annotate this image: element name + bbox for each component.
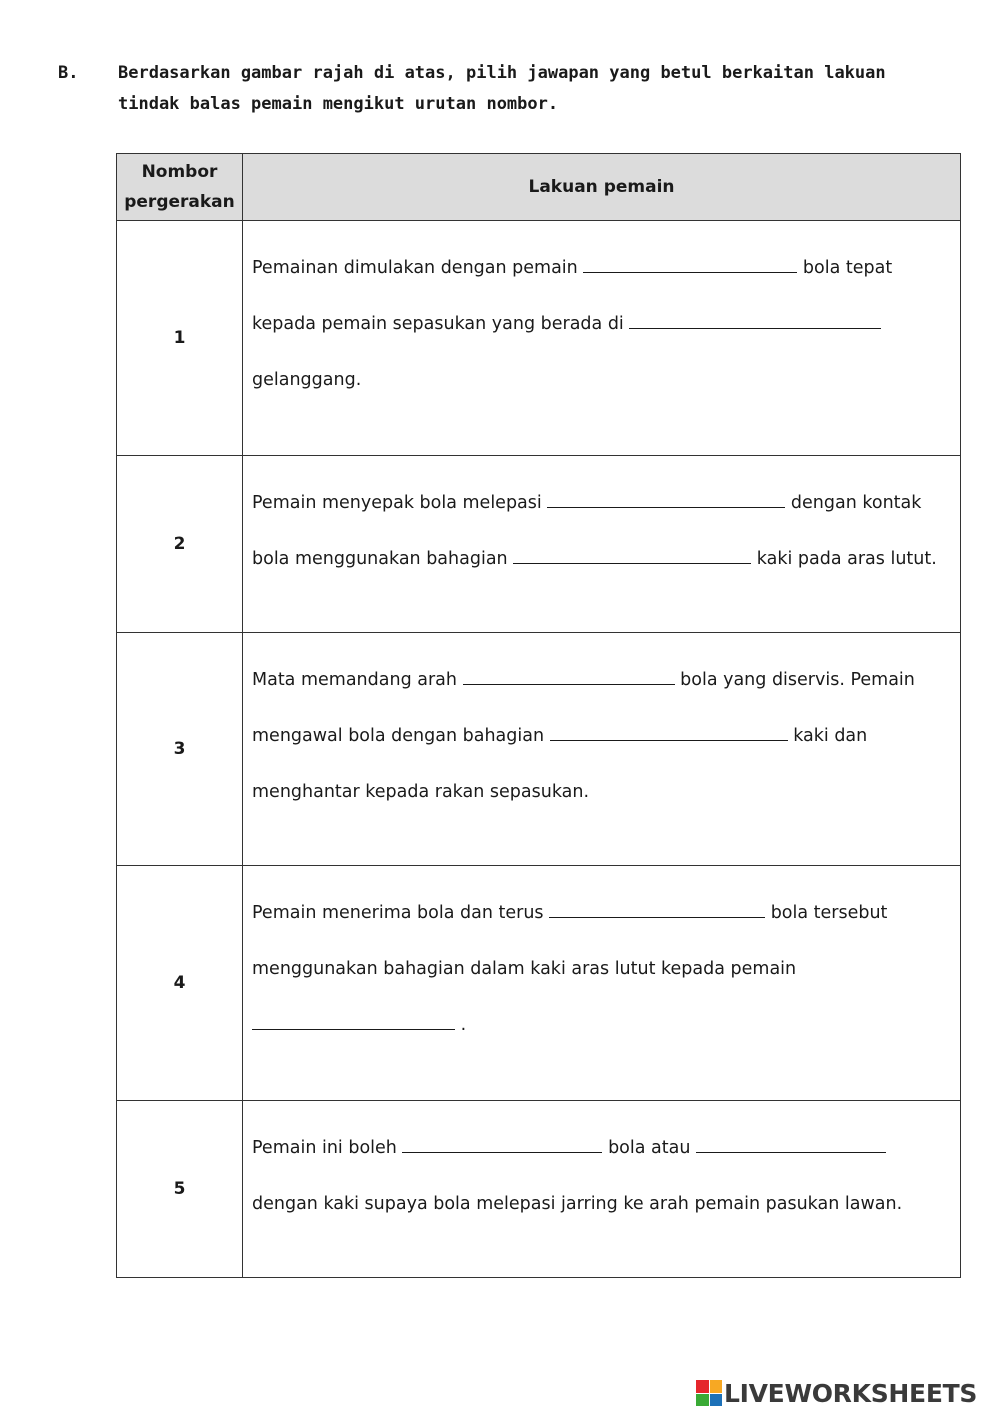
text-segment: Pemainan dimulakan dengan pemain — [252, 258, 578, 278]
text-line — [252, 240, 948, 296]
table-row — [117, 456, 961, 633]
text-line — [252, 885, 948, 941]
answer-blank[interactable] — [402, 1136, 602, 1153]
text-line: gelanggang. — [252, 370, 362, 390]
liveworksheets-logo[interactable] — [696, 1378, 977, 1408]
header-lakuan-pemain: Lakuan pemain — [243, 154, 961, 221]
answer-blank[interactable] — [252, 1013, 455, 1030]
logo-text: LIVEWORKSHEETS — [724, 1378, 978, 1408]
row-text — [243, 456, 961, 633]
question-label: B. — [58, 63, 79, 83]
row-text — [243, 866, 961, 1101]
text-segment: Pemain ini boleh — [252, 1138, 397, 1158]
text-segment: Pemain menerima bola dan terus — [252, 903, 544, 923]
row-number: 1 — [117, 221, 243, 456]
answer-blank[interactable] — [696, 1136, 886, 1153]
text-segment: bola tepat — [802, 258, 893, 278]
question-text: Berdasarkan gambar rajah di atas, pilih jawapan yang betul berkaitan lakuan tindak balas pemain mengikut urutan nombor. — [118, 63, 886, 114]
text-line — [252, 652, 948, 708]
text-segment: bola atau — [608, 1138, 691, 1158]
answer-blank[interactable] — [550, 724, 788, 741]
text-line: menggunakan bahagian dalam kaki aras lutut kepada pemain — [252, 959, 797, 979]
text-line — [252, 997, 948, 1053]
table-row — [117, 221, 961, 456]
row-text — [243, 633, 961, 866]
text-line — [252, 1120, 948, 1176]
text-segment: bola tersebut — [770, 903, 888, 923]
text-segment: mengawal bola dengan bahagian — [252, 726, 545, 746]
text-segment: Pemain menyepak bola melepasi — [252, 493, 542, 513]
table-header-row — [117, 154, 961, 221]
text-segment: kaki dan — [793, 726, 868, 746]
row-number: 4 — [117, 866, 243, 1101]
answer-blank[interactable] — [547, 491, 785, 508]
table-row — [117, 1101, 961, 1278]
worksheet-table — [116, 153, 961, 1278]
text-segment: Mata memandang arah — [252, 670, 457, 690]
answer-blank[interactable] — [583, 256, 797, 273]
row-text — [243, 221, 961, 456]
text-line — [252, 475, 948, 531]
text-segment: . — [460, 1015, 467, 1035]
row-text — [243, 1101, 961, 1278]
text-line — [252, 296, 948, 352]
row-number: 3 — [117, 633, 243, 866]
text-segment: kaki pada aras lutut. — [756, 549, 937, 569]
text-segment: bola menggunakan bahagian — [252, 549, 508, 569]
row-number: 5 — [117, 1101, 243, 1278]
text-segment: bola yang diservis. Pemain — [680, 670, 915, 690]
table-row — [117, 633, 961, 866]
answer-blank[interactable] — [549, 901, 765, 918]
table-row — [117, 866, 961, 1101]
row-number: 2 — [117, 456, 243, 633]
text-line: dengan kaki supaya bola melepasi jarring ke arah pemain pasukan lawan. — [252, 1194, 903, 1214]
liveworksheets-logo-icon — [696, 1380, 722, 1406]
text-segment: dengan kontak — [790, 493, 922, 513]
text-segment: kepada pemain sepasukan yang berada di — [252, 314, 624, 334]
answer-blank[interactable] — [463, 668, 675, 685]
text-line: menghantar kepada rakan sepasukan. — [252, 782, 590, 802]
text-line — [252, 708, 948, 764]
answer-blank[interactable] — [513, 547, 751, 564]
text-line — [252, 531, 948, 587]
header-nombor-pergerakan: Nombor pergerakan — [117, 154, 243, 221]
answer-blank[interactable] — [629, 312, 881, 329]
